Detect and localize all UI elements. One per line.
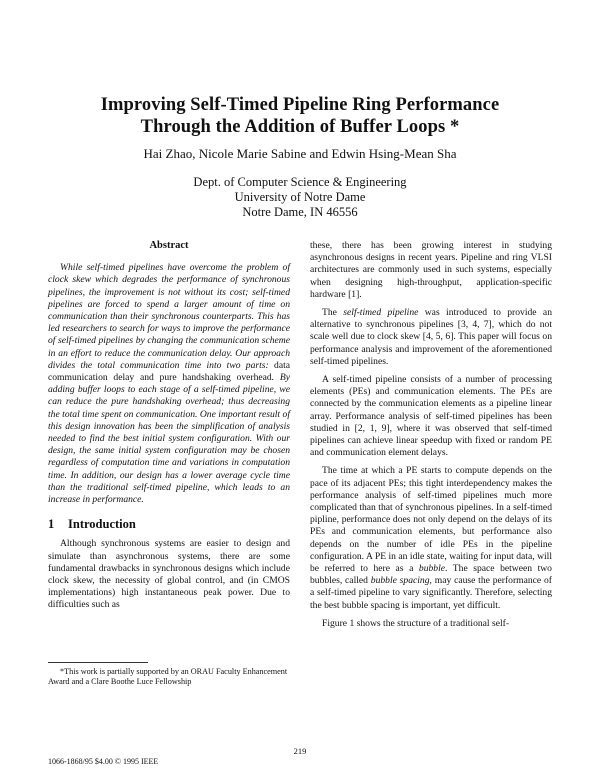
- footnote-text: *This work is partially supported by an ORAU Faculty Enhancement Award and a Clare Boothe Luce Fellowship: [48, 667, 288, 686]
- section-title: Introduction: [68, 517, 136, 532]
- affiliation-university: University of Notre Dame: [234, 190, 366, 204]
- abstract-text-c: . By adding buffer loops to each stage of a self-timed pipeline, we can reduce the pure handshaking overhead; thus decreasing the total time spent on communication. One important result of this design innovation has been the simplification of analysis needed to find the best initial system configuration. With our design, the same initial system configuration may be chosen regardless of computation time and variations in computation time. In addition, our design has a lower average cycle time than the traditional self-timed pipeline, which leads to an increase in performance.: [48, 372, 290, 506]
- right-paragraph-2: [310, 307, 552, 368]
- affiliation: [0, 175, 600, 220]
- right-paragraph-4: [310, 465, 552, 611]
- left-column: [48, 240, 290, 618]
- right-column: [310, 240, 552, 636]
- right-paragraph-4-a: The time at which a PE starts to compute depends on the pace of its adjacent PEs; this tight interdependency makes the performance analysis of self-timed pipelines much more complicated than that of synchronous pipelines. In a self-timed pipline, performance does not only depend on the delays of its PEs and communication elements, but performance also depends on the number of idle PEs in the pipeline configuration. A PE in an idle state, waiting for input data, will be referred to here as a: [310, 465, 552, 575]
- title-line-1: Improving Self-Timed Pipeline Ring Performance: [100, 95, 500, 115]
- abstract-heading: Abstract: [149, 240, 189, 251]
- right-paragraph-2-em: self-timed pipeline: [343, 307, 419, 319]
- affiliation-location: Notre Dame, IN 46556: [242, 205, 358, 219]
- right-paragraph-5: Figure 1 shows the structure of a traditional self-: [322, 617, 510, 629]
- abstract-text-a: While self-timed pipelines have overcome the problem of clock skew which degrades the performance of synchronous pipelines, the improvement is not without its cost; self-timed pipelines are forced to spend a larger amount of time on communication than their synchronous counterparts. This has led researchers to search for ways to improve the performance of self-timed pipelines by changing the communication scheme in an effort to reduce the communication delay. Our approach divides the total communication time into two parts:: [48, 262, 290, 371]
- footnote-divider: [48, 662, 148, 663]
- author-list: Hai Zhao, Nicole Marie Sabine and Edwin Hsing-Mean Sha: [143, 146, 457, 161]
- intro-paragraph-1: Although synchronous systems are easier to design and simulate than asynchronous systems, there are some fundamental drawbacks in synchronous designs which include clock skew, the necessity of global control, and (in CMOS implementations) high instantaneous peak power. Due to difficulties such as: [48, 538, 290, 611]
- right-paragraph-2-a: The: [322, 307, 344, 319]
- term-bubble: bubble: [418, 563, 446, 575]
- section-number: 1: [48, 517, 55, 532]
- affiliation-dept: Dept. of Computer Science & Engineering: [193, 175, 407, 189]
- copyright-notice: 1066-1868/95 $4.00 © 1995 IEEE: [48, 757, 159, 766]
- title-line-2: Through the Addition of Buffer Loops *: [140, 117, 460, 137]
- paper-title: [0, 94, 600, 138]
- right-paragraph-3: A self-timed pipeline consists of a number of processing elements (PEs) and communication elements. The PEs are connected by the communication elements as a pipeline linear array. Performance analysis of self-timed pipelines has been studied in [2, 1, 9], where it was observed that self-timed pipelines can achieve linear speedup with fixed or random PE and communication element delays.: [310, 374, 552, 459]
- section-heading-introduction: [48, 518, 290, 530]
- page-number: 219: [293, 746, 307, 756]
- right-paragraph-1: these, there has been growing interest in studying asynchronous designs in recent years. Pipeline and ring VLSI architectures are commonly used in such systems, especially when designing high-throughput, application-specific hardware [1].: [310, 240, 552, 300]
- right-paragraph-4-b: . The space between two bubbles, called: [310, 563, 552, 587]
- abstract-text-b: data communication delay and pure handshaking overhead: [48, 359, 290, 384]
- footnote: [48, 667, 290, 687]
- right-paragraph-4-c: , may cause the performance of a self-timed pipeline to vary significantly. Therefore, selecting the best bubble spacing is important, yet difficult.: [310, 575, 552, 611]
- term-bubble-spacing: bubble spacing: [370, 575, 430, 587]
- abstract-text: [48, 262, 290, 506]
- right-paragraph-2-b: was introduced to provide an alternative to synchronous pipelines [3, 4, 7], which do not scale well due to clock skew [4, 5, 6]. This paper will focus on performance analysis and improvement of the aforementioned self-timed pipelines.: [310, 307, 552, 367]
